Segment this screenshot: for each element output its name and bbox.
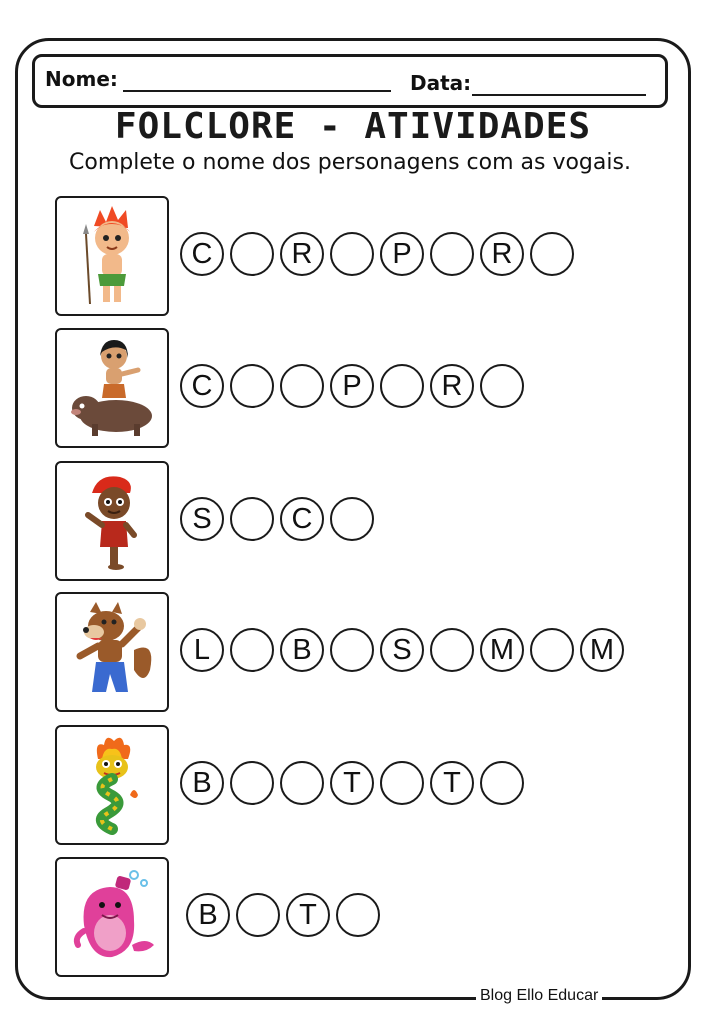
letter-circle: M: [480, 628, 524, 672]
vowel-blank[interactable]: [380, 761, 424, 805]
letter-circle: P: [380, 232, 424, 276]
letter-circle: R: [280, 232, 324, 276]
letter-circle: T: [430, 761, 474, 805]
student-info-header: [32, 54, 668, 108]
name-field[interactable]: [123, 90, 391, 92]
letter-circle: M: [580, 628, 624, 672]
footer-credit: Blog Ello Educar: [476, 987, 602, 1005]
letter-circle: T: [286, 893, 330, 937]
vowel-blank[interactable]: [230, 761, 274, 805]
vowel-blank[interactable]: [330, 628, 374, 672]
letter-circle: B: [186, 893, 230, 937]
lobisomem-icon: [55, 592, 169, 712]
vowel-blank[interactable]: [380, 364, 424, 408]
saci-icon: [55, 461, 169, 581]
vowel-blank[interactable]: [430, 232, 474, 276]
curupira-icon: [55, 196, 169, 316]
letter-circles: [180, 761, 530, 805]
letter-circle: S: [380, 628, 424, 672]
date-label: Data:: [410, 71, 472, 95]
letter-circle: R: [480, 232, 524, 276]
vowel-blank[interactable]: [530, 628, 574, 672]
vowel-blank[interactable]: [330, 232, 374, 276]
vowel-blank[interactable]: [430, 628, 474, 672]
vowel-blank[interactable]: [480, 364, 524, 408]
letter-circles: [180, 232, 580, 276]
page-title: FOLCLORE - ATIVIDADES: [114, 106, 592, 147]
date-field[interactable]: [472, 94, 646, 96]
vowel-blank[interactable]: [230, 364, 274, 408]
letter-circle: C: [180, 232, 224, 276]
letter-circle: B: [280, 628, 324, 672]
vowel-blank[interactable]: [480, 761, 524, 805]
instructions: Complete o nome dos personagens com as vogais.: [69, 150, 631, 175]
vowel-blank[interactable]: [330, 497, 374, 541]
letter-circles: [180, 364, 530, 408]
letter-circle: L: [180, 628, 224, 672]
caipora-icon: [55, 328, 169, 448]
vowel-blank[interactable]: [280, 761, 324, 805]
vowel-blank[interactable]: [230, 497, 274, 541]
letter-circle: R: [430, 364, 474, 408]
letter-circle: P: [330, 364, 374, 408]
letter-circles: [180, 628, 630, 672]
vowel-blank[interactable]: [280, 364, 324, 408]
vowel-blank[interactable]: [230, 628, 274, 672]
letter-circle: C: [180, 364, 224, 408]
vowel-blank[interactable]: [236, 893, 280, 937]
vowel-blank[interactable]: [530, 232, 574, 276]
name-label: Nome:: [45, 67, 118, 91]
boitata-icon: [55, 725, 169, 845]
vowel-blank[interactable]: [336, 893, 380, 937]
letter-circle: T: [330, 761, 374, 805]
letter-circle: S: [180, 497, 224, 541]
vowel-blank[interactable]: [230, 232, 274, 276]
letter-circle: C: [280, 497, 324, 541]
letter-circles: [186, 893, 386, 937]
letter-circles: [180, 497, 380, 541]
boto-icon: [55, 857, 169, 977]
letter-circle: B: [180, 761, 224, 805]
